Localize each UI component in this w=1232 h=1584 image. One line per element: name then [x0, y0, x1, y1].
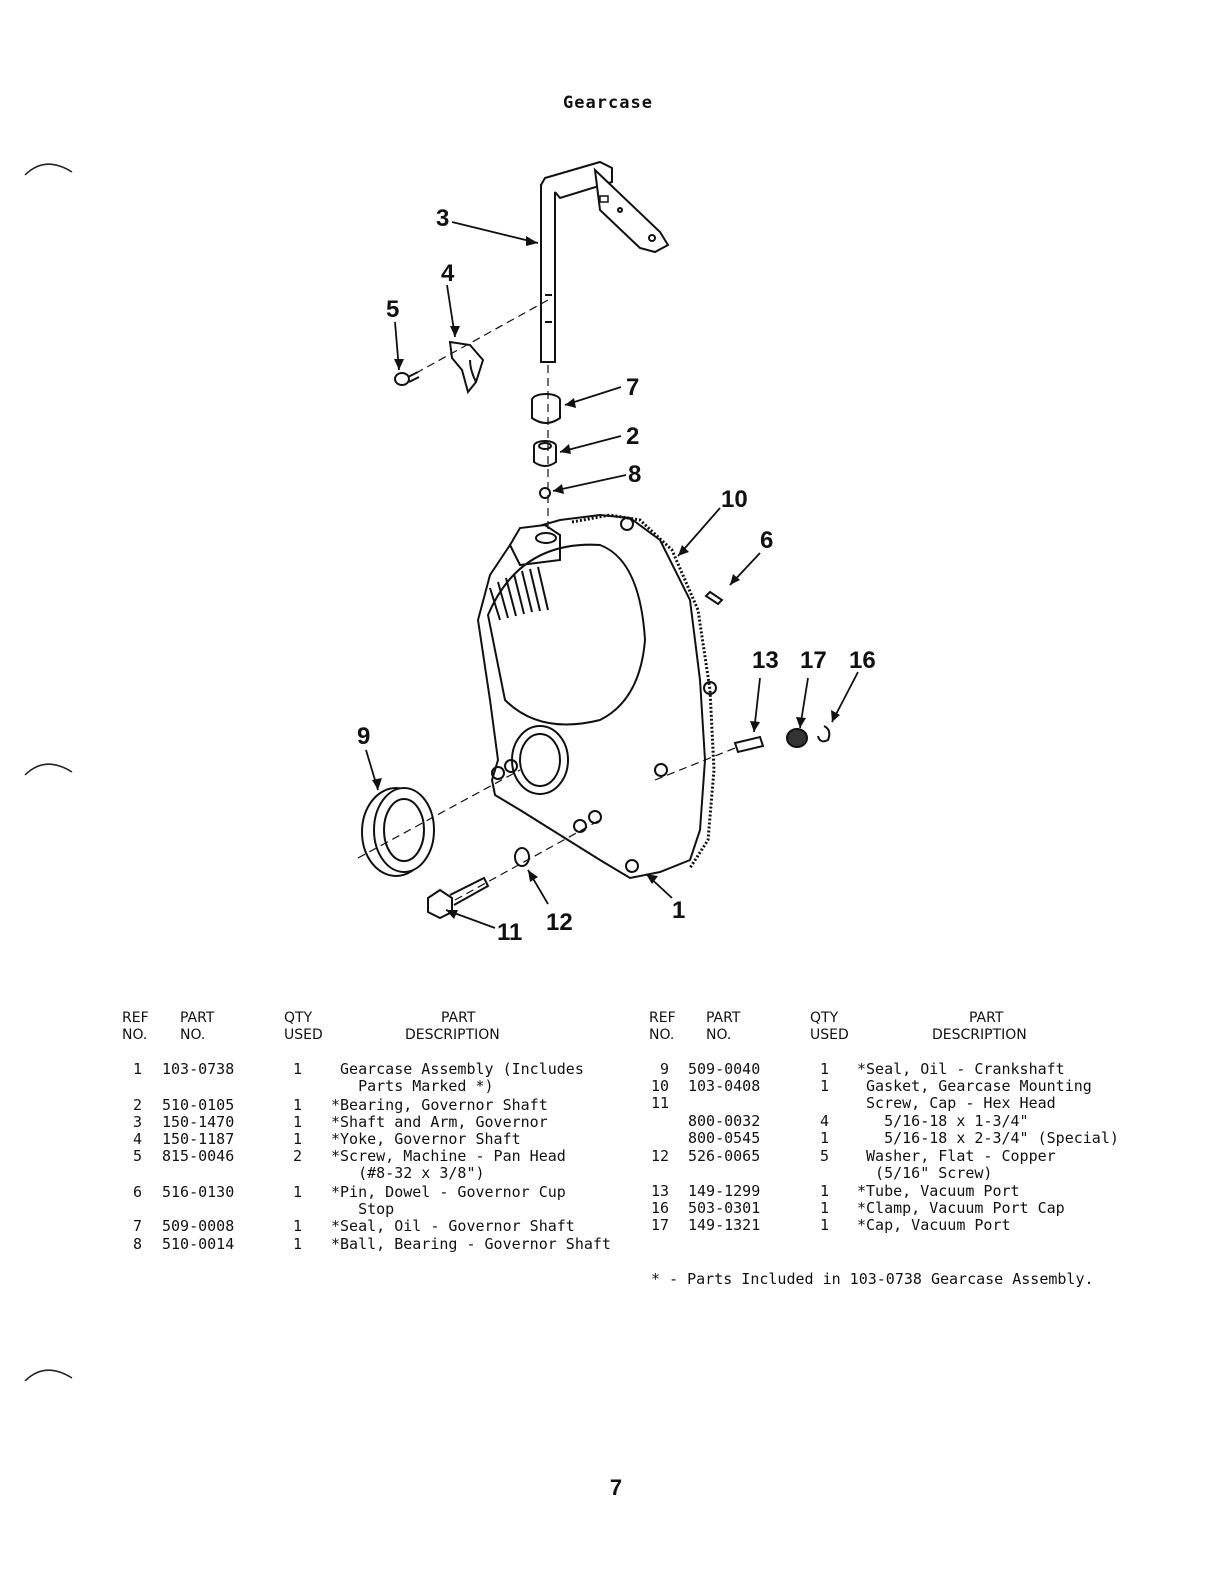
cell-part: 103-0408	[688, 1077, 761, 1095]
callout-5: 5	[386, 296, 400, 323]
vacuum-port-tube	[735, 737, 763, 752]
cell-part: 509-0008	[162, 1217, 235, 1235]
cell-desc: 5/16-18 x 1-3/4"	[857, 1112, 1029, 1130]
cell-desc: *Tube, Vacuum Port	[857, 1182, 1020, 1200]
cell-desc: *Seal, Oil - Crankshaft	[857, 1060, 1065, 1078]
cell-desc: *Cap, Vacuum Port	[857, 1216, 1011, 1234]
callout-12: 12	[546, 909, 573, 936]
cell-qty: 1	[293, 1183, 303, 1201]
callout-11: 11	[497, 919, 523, 946]
footnote: * - Parts Included in 103-0738 Gearcase Assembly.	[651, 1270, 1094, 1288]
header-desc-line1: PART	[441, 1010, 476, 1026]
cell-desc: Gasket, Gearcase Mounting	[857, 1077, 1092, 1095]
right-parts-table	[0, 1061, 1232, 1261]
page-number: 7	[609, 1475, 623, 1500]
cell-ref: 12	[651, 1147, 670, 1165]
cell-qty: 1	[293, 1130, 303, 1148]
cell-qty: 5	[820, 1147, 830, 1165]
callout-6: 6	[760, 527, 774, 554]
cell-ref: 16	[651, 1199, 670, 1217]
cell-desc: Washer, Flat - Copper	[857, 1147, 1056, 1165]
header-qty-line2: USED	[284, 1027, 323, 1043]
cell-ref: 6	[133, 1183, 143, 1201]
cell-qty: 1	[820, 1077, 830, 1095]
cell-desc: *Screw, Machine - Pan Head	[331, 1147, 566, 1165]
cell-ref: 5	[133, 1147, 143, 1165]
header-desc-line2: DESCRIPTION	[932, 1027, 1027, 1043]
cell-qty: 1	[820, 1182, 830, 1200]
callout-9: 9	[357, 723, 371, 750]
cell-qty: 1	[293, 1235, 303, 1253]
callout-16: 16	[849, 647, 876, 674]
dowel-pin	[706, 592, 722, 604]
cell-part: 509-0040	[688, 1060, 761, 1078]
cell-desc: Parts Marked *)	[331, 1077, 494, 1095]
pan-head-screw	[395, 372, 419, 385]
cell-desc: *Bearing, Governor Shaft	[331, 1096, 548, 1114]
cell-part: 516-0130	[162, 1183, 235, 1201]
header-desc-line2: DESCRIPTION	[405, 1027, 500, 1043]
cell-part: 149-1321	[688, 1216, 761, 1234]
cell-part: 103-0738	[162, 1060, 235, 1078]
cell-ref: 17	[651, 1216, 670, 1234]
cell-ref: 1	[133, 1060, 143, 1078]
cell-qty: 1	[293, 1096, 303, 1114]
page-title: Gearcase	[563, 93, 653, 113]
callout-1: 1	[672, 897, 686, 924]
governor-shaft-oil-seal	[532, 394, 560, 423]
crankshaft-oil-seal	[362, 788, 434, 876]
vacuum-port-cap	[787, 729, 807, 747]
cell-desc: 5/16-18 x 2-3/4" (Special)	[857, 1129, 1119, 1147]
cell-part: 800-0032	[688, 1112, 761, 1130]
header-qty-line2: USED	[810, 1027, 849, 1043]
cell-ref: 3	[133, 1113, 143, 1131]
callout-4: 4	[441, 260, 455, 287]
gearcase-body	[478, 515, 716, 878]
copper-washer	[515, 848, 529, 866]
cell-ref: 10	[651, 1077, 670, 1095]
cell-qty: 1	[820, 1199, 830, 1217]
cell-qty: 1	[820, 1060, 830, 1078]
cell-desc: *Shaft and Arm, Governor	[331, 1113, 548, 1131]
governor-shaft-yoke	[450, 342, 483, 392]
cell-ref: 13	[651, 1182, 670, 1200]
cell-desc: *Pin, Dowel - Governor Cup	[331, 1183, 566, 1201]
cell-ref: 11	[651, 1094, 670, 1112]
cell-desc: Gearcase Assembly (Includes	[331, 1060, 584, 1078]
cell-qty: 1	[820, 1216, 830, 1234]
binder-hole-mark	[20, 1356, 80, 1386]
header-desc-line1: PART	[969, 1010, 1004, 1026]
cell-part: 815-0046	[162, 1147, 235, 1165]
cell-desc: *Ball, Bearing - Governor Shaft	[331, 1235, 611, 1253]
cell-ref: 2	[133, 1096, 143, 1114]
cell-qty: 1	[293, 1113, 303, 1131]
header-part-line2: NO.	[180, 1027, 206, 1043]
cell-desc: (#8-32 x 3/8")	[331, 1164, 485, 1182]
governor-shaft-and-arm	[541, 162, 668, 362]
cell-ref: 9	[660, 1060, 670, 1078]
cell-qty: 4	[820, 1112, 830, 1130]
cell-part: 150-1187	[162, 1130, 235, 1148]
cell-ref: 4	[133, 1130, 143, 1148]
header-part-line2: NO.	[706, 1027, 732, 1043]
callout-7: 7	[626, 374, 640, 401]
cell-ref: 8	[133, 1235, 143, 1253]
governor-shaft-bearing	[534, 441, 556, 466]
cell-desc: *Seal, Oil - Governor Shaft	[331, 1217, 575, 1235]
callout-10: 10	[721, 486, 748, 513]
cell-part: 510-0105	[162, 1096, 235, 1114]
cell-qty: 2	[293, 1147, 303, 1165]
cell-qty: 1	[820, 1129, 830, 1147]
header-qty-line1: QTY	[810, 1010, 839, 1026]
cell-desc: *Clamp, Vacuum Port Cap	[857, 1199, 1065, 1217]
cell-part: 510-0014	[162, 1235, 235, 1253]
callout-17: 17	[800, 647, 827, 674]
header-part-line1: PART	[706, 1010, 741, 1026]
vacuum-port-clamp	[818, 726, 829, 741]
cell-qty: 1	[293, 1060, 303, 1078]
cell-part: 503-0301	[688, 1199, 761, 1217]
cell-part: 526-0065	[688, 1147, 761, 1165]
header-part-line1: PART	[180, 1010, 215, 1026]
cell-desc: Stop	[331, 1200, 395, 1218]
cell-desc: *Yoke, Governor Shaft	[331, 1130, 521, 1148]
callout-3: 3	[436, 205, 450, 232]
cell-desc: Screw, Cap - Hex Head	[857, 1094, 1056, 1112]
header-ref-line1: REF	[649, 1010, 676, 1026]
cell-qty: 1	[293, 1217, 303, 1235]
header-ref-line2: NO.	[649, 1027, 675, 1043]
cell-desc: (5/16" Screw)	[857, 1164, 993, 1182]
cell-part: 149-1299	[688, 1182, 761, 1200]
header-ref-line2: NO.	[122, 1027, 148, 1043]
cell-part: 150-1470	[162, 1113, 235, 1131]
header-qty-line1: QTY	[284, 1010, 313, 1026]
cell-part: 800-0545	[688, 1129, 761, 1147]
callout-8: 8	[628, 461, 642, 488]
callout-2: 2	[626, 423, 640, 450]
callout-13: 13	[752, 647, 779, 674]
cell-ref: 7	[133, 1217, 143, 1235]
header-ref-line1: REF	[122, 1010, 149, 1026]
right-table-header	[0, 1010, 1232, 1046]
